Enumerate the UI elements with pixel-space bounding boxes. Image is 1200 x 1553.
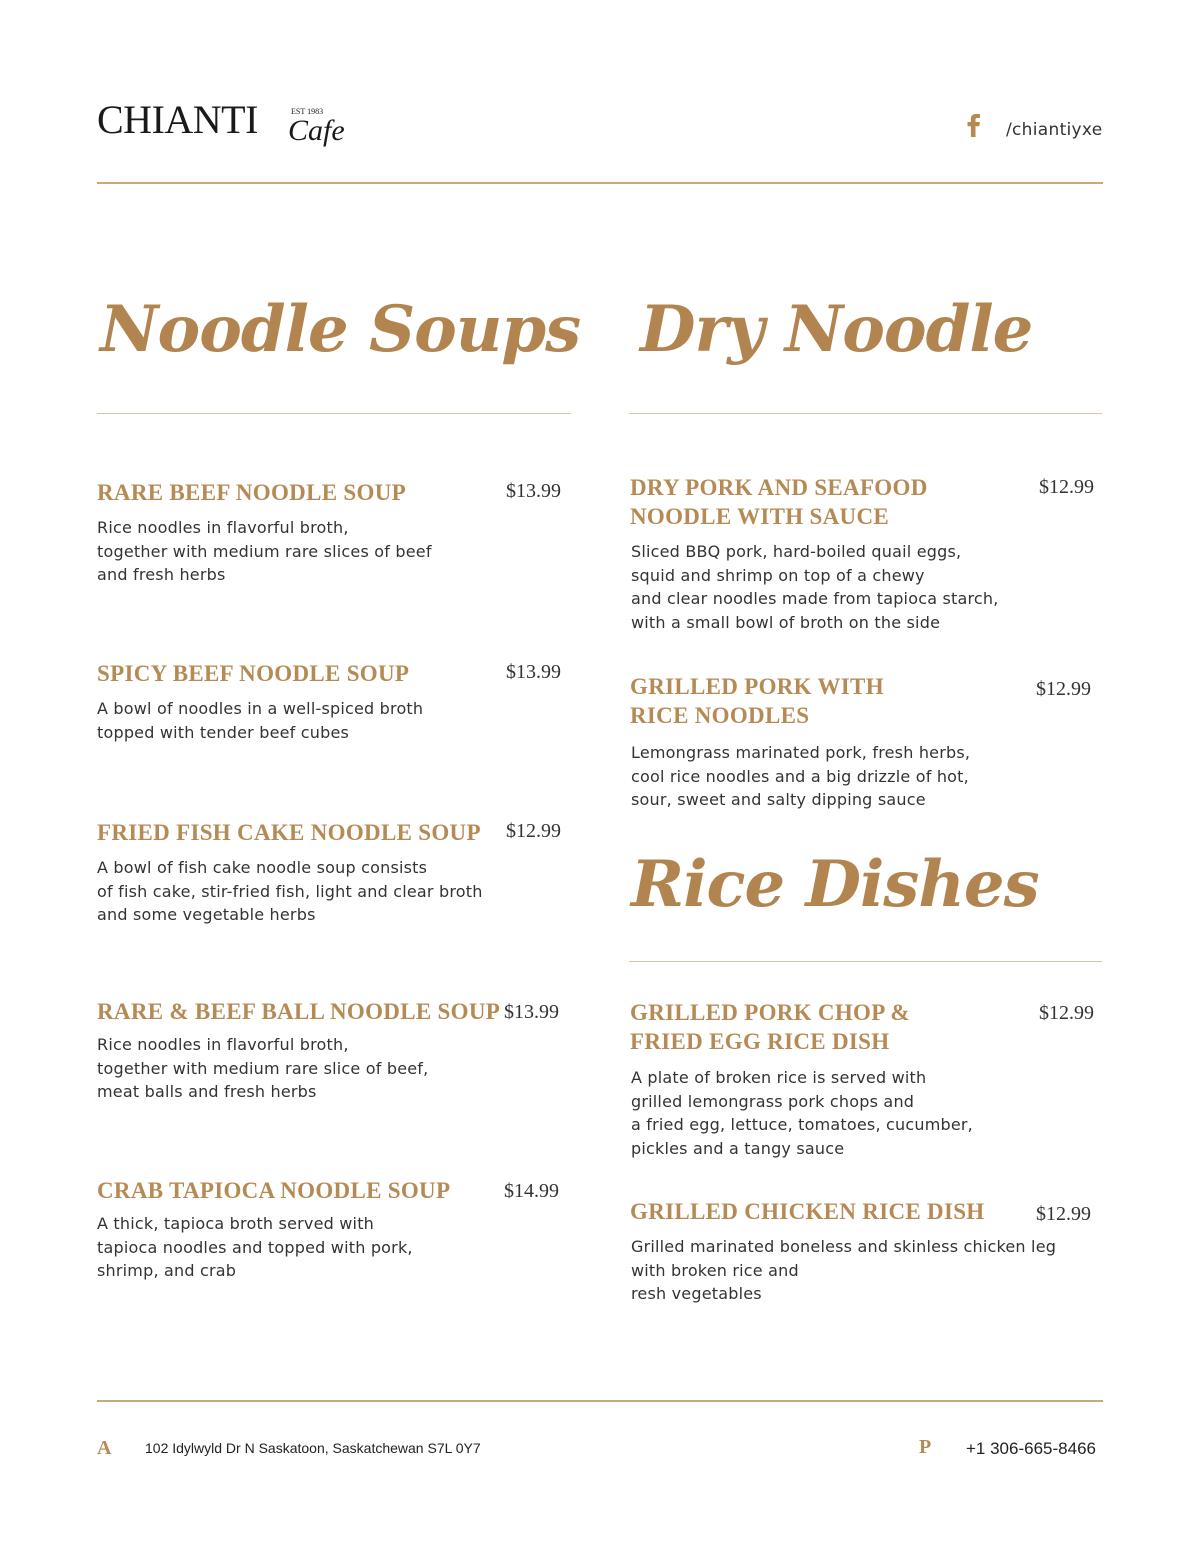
section-title-rice-dishes: Rice Dishes [631, 847, 1039, 922]
section-title-noodle-soups: Noodle Soups [100, 292, 581, 367]
menu-item-name: GRILLED PORK WITH RICE NOODLES [630, 674, 884, 728]
menu-item-desc: Rice noodles in flavorful broth, together with medium rare slices of beef and fresh herbs [97, 518, 432, 584]
section-divider [629, 413, 1102, 414]
menu-item-price: $12.99 [1039, 1002, 1094, 1024]
menu-item-price: $13.99 [504, 1001, 559, 1023]
menu-item-name: CRAB TAPIOCA NOODLE SOUP [97, 1178, 451, 1203]
menu-item-name: GRILLED CHICKEN RICE DISH [630, 1199, 985, 1224]
menu-item-name: DRY PORK AND SEAFOOD NOODLE WITH SAUCE [630, 475, 928, 529]
section-title-dry-noodle: Dry Noodle [640, 292, 1033, 367]
menu-item-price: $13.99 [506, 480, 561, 502]
section-divider [97, 413, 571, 414]
footer-divider [97, 1400, 1103, 1402]
logo-cafe: Cafe [288, 114, 345, 147]
phone-text[interactable]: +1 306-665-8466 [966, 1439, 1096, 1458]
logo-chianti: CHIANTI [97, 97, 258, 142]
menu-item-price: $12.99 [506, 820, 561, 842]
menu-item-name: GRILLED PORK CHOP & FRIED EGG RICE DISH [630, 1000, 910, 1054]
menu-item-desc: A bowl of fish cake noodle soup consists of fish cake, stir-fried fish, light and clear broth and some vegetable herbs [97, 858, 483, 924]
menu-item-desc: A plate of broken rice is served with grilled lemongrass pork chops and a fried egg, lettuce, tomatoes, cucumber, pickles and a tangy sauce [631, 1068, 973, 1158]
facebook-icon[interactable] [962, 110, 984, 138]
menu-item-price: $13.99 [506, 661, 561, 683]
menu-item-name: FRIED FISH CAKE NOODLE SOUP [97, 820, 481, 845]
facebook-handle[interactable]: /chiantiyxe [1006, 120, 1103, 140]
phone-label: P [919, 1436, 932, 1458]
menu-item-desc: A thick, tapioca broth served with tapioca noodles and topped with pork, shrimp, and crab [97, 1214, 413, 1280]
logo-est: EST 1983 [291, 107, 324, 116]
menu-item-desc: Lemongrass marinated pork, fresh herbs, cool rice noodles and a big drizzle of hot, sour, sweet and salty dipping sauce [631, 743, 971, 809]
address-label: A [97, 1437, 112, 1459]
menu-item-name: RARE BEEF NOODLE SOUP [97, 480, 406, 505]
menu-item-desc: A bowl of noodles in a well-spiced broth topped with tender beef cubes [97, 699, 424, 742]
menu-item-price: $12.99 [1036, 1203, 1091, 1225]
menu-item-price: $12.99 [1039, 476, 1094, 498]
section-divider [629, 961, 1102, 962]
menu-item-price: $12.99 [1036, 678, 1091, 700]
menu-item-name: SPICY BEEF NOODLE SOUP [97, 661, 410, 686]
address-text: 102 Idylwyld Dr N Saskatoon, Saskatchewan S7L 0Y7 [145, 1440, 481, 1456]
menu-item-price: $14.99 [504, 1180, 559, 1202]
header-divider [97, 182, 1103, 184]
menu-item-name: RARE & BEEF BALL NOODLE SOUP [97, 999, 501, 1024]
menu-item-desc: Grilled marinated boneless and skinless chicken leg with broken rice and resh vegetables [631, 1237, 1057, 1303]
menu-item-desc: Rice noodles in flavorful broth, together with medium rare slice of beef, meat balls and fresh herbs [97, 1035, 429, 1101]
menu-item-desc: Sliced BBQ pork, hard-boiled quail eggs, squid and shrimp on top of a chewy and clear noodles made from tapioca starch, with a small bowl of broth on the side [631, 542, 999, 632]
